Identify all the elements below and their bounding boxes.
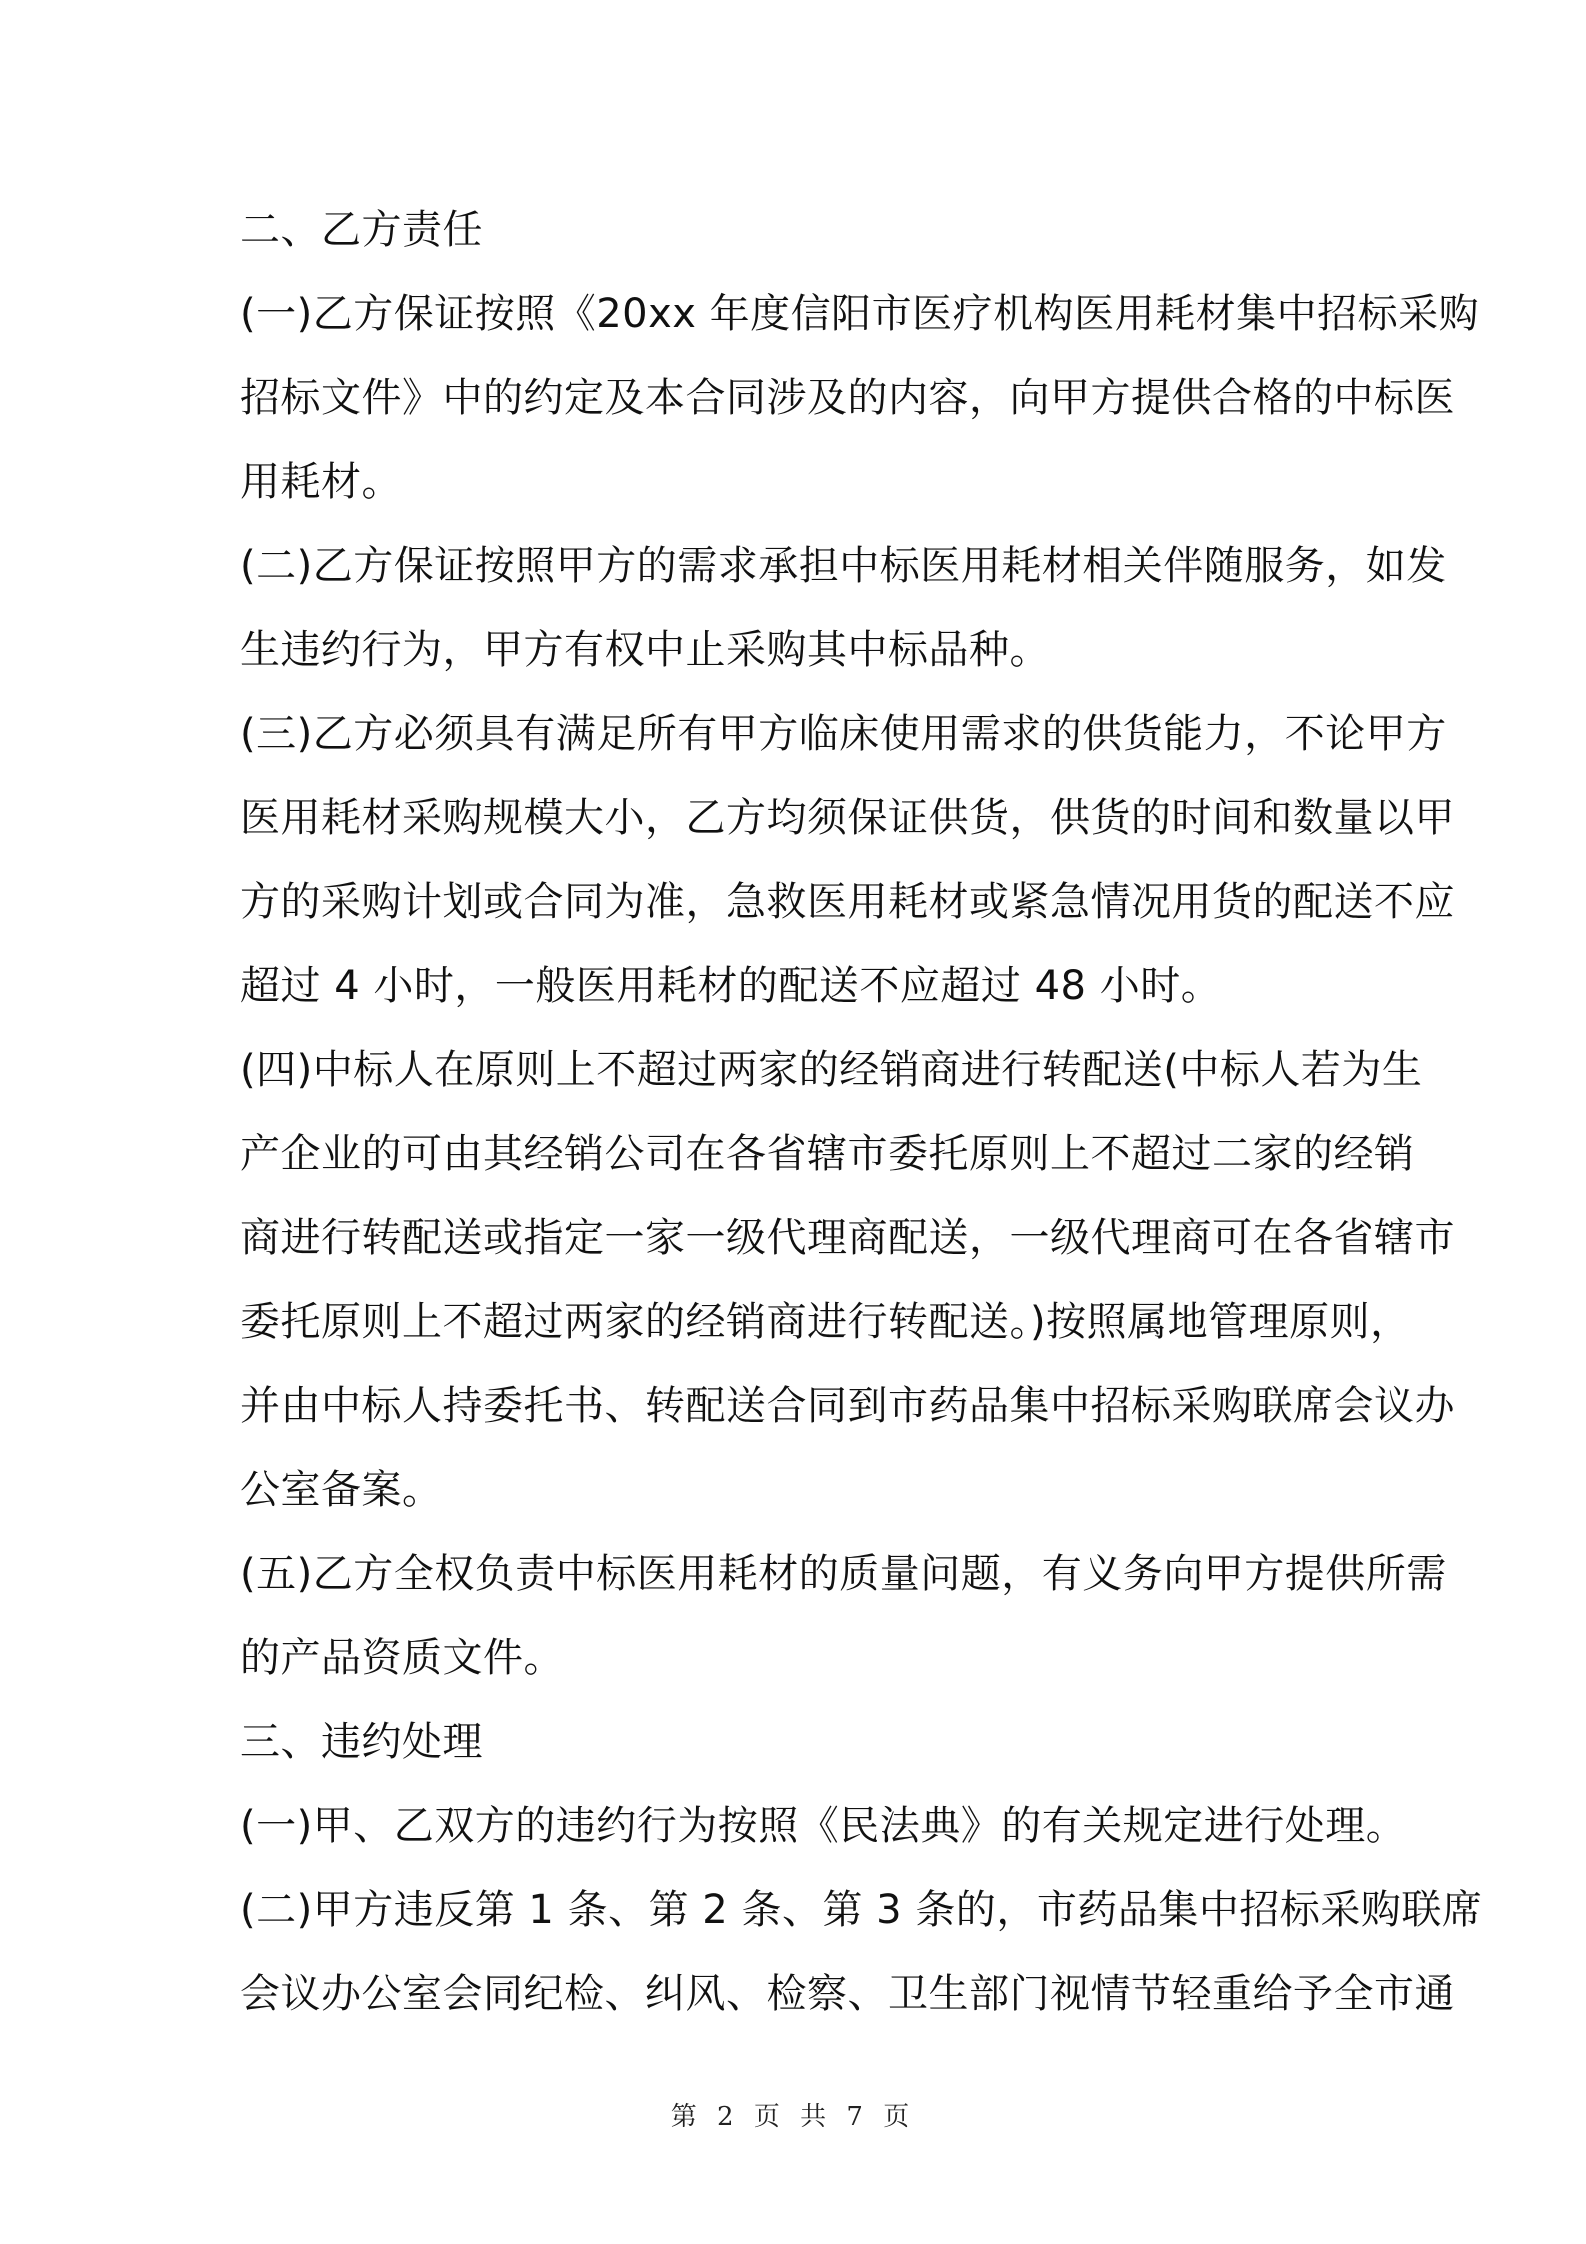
text-line: 用耗材。 bbox=[240, 459, 402, 505]
text-line: 方的采购计划或合同为准，急救医用耗材或紧急情况用货的配送不应 bbox=[240, 879, 1455, 925]
text-line: 委托原则上不超过两家的经销商进行转配送。)按照属地管理原则， bbox=[240, 1299, 1411, 1345]
text-line: (三)乙方必须具有满足所有甲方临床使用需求的供货能力，不论甲方 bbox=[240, 711, 1447, 757]
text-line: 商进行转配送或指定一家一级代理商配送，一级代理商可在各省辖市 bbox=[240, 1215, 1455, 1261]
text-line: 医用耗材采购规模大小，乙方均须保证供货，供货的时间和数量以甲 bbox=[240, 795, 1455, 841]
text-line: 超过 4 小时，一般医用耗材的配送不应超过 48 小时。 bbox=[240, 963, 1222, 1009]
text-line: 生违约行为，甲方有权中止采购其中标品种。 bbox=[240, 627, 1050, 673]
text-line: (五)乙方全权负责中标医用耗材的质量问题，有义务向甲方提供所需 bbox=[240, 1551, 1447, 1597]
text-line: 的产品资质文件。 bbox=[240, 1635, 564, 1681]
text-line: (四)中标人在原则上不超过两家的经销商进行转配送(中标人若为生 bbox=[240, 1047, 1423, 1093]
section-heading: 三、违约处理 bbox=[240, 1719, 483, 1765]
text-line: 会议办公室会同纪检、纠风、检察、卫生部门视情节轻重给予全市通 bbox=[240, 1971, 1455, 2017]
text-line: 并由中标人持委托书、转配送合同到市药品集中招标采购联席会议办 bbox=[240, 1383, 1455, 1429]
section-heading: 二、乙方责任 bbox=[240, 207, 483, 253]
text-line: (二)乙方保证按照甲方的需求承担中标医用耗材相关伴随服务，如发 bbox=[240, 543, 1447, 589]
document-body bbox=[240, 188, 1483, 2036]
text-line: 招标文件》中的约定及本合同涉及的内容，向甲方提供合格的中标医 bbox=[240, 375, 1455, 421]
text-line: (一)甲、乙双方的违约行为按照《民法典》的有关规定进行处理。 bbox=[240, 1803, 1407, 1849]
text-line: (一)乙方保证按照《20xx 年度信阳市医疗机构医用耗材集中招标采购 bbox=[240, 291, 1480, 337]
page-number-footer: 第 2 页 共 7 页 bbox=[670, 2102, 916, 2132]
text-line: (二)甲方违反第 1 条、第 2 条、第 3 条的，市药品集中招标采购联席 bbox=[240, 1887, 1483, 1933]
text-line: 公室备案。 bbox=[240, 1467, 443, 1513]
text-line: 产企业的可由其经销公司在各省辖市委托原则上不超过二家的经销 bbox=[240, 1131, 1415, 1177]
